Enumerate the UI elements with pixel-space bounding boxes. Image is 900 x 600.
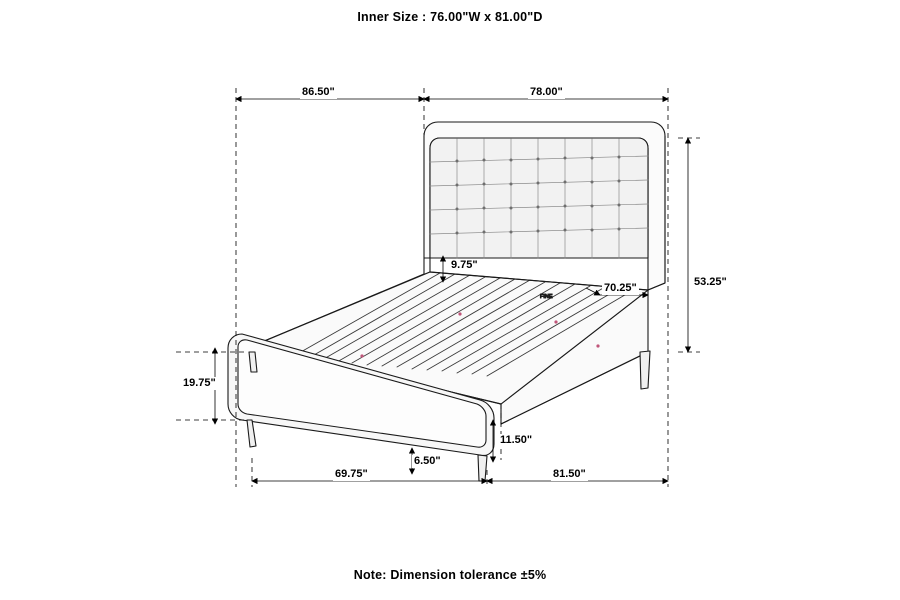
page-title: Inner Size : 76.00"W x 81.00"D bbox=[357, 10, 543, 24]
dimension-label-bed-length-bottom: 81.50" bbox=[553, 468, 586, 480]
dimension-label-headboard-width-top: 78.00" bbox=[530, 86, 563, 98]
dimension-label-headboard-height-right: 53.25" bbox=[694, 276, 727, 288]
tolerance-note: Note: Dimension tolerance ±5% bbox=[353, 568, 547, 582]
dimension-label-leg-height: 6.50" bbox=[414, 455, 441, 467]
dimension-label-slat-deck-length: 70.25" bbox=[604, 282, 637, 294]
dimension-label-overall-length-top: 86.50" bbox=[302, 86, 335, 98]
dimension-label-footboard-depth-bottom: 69.75" bbox=[335, 468, 368, 480]
dimension-label-headboard-clearance: 9.75" bbox=[451, 259, 478, 271]
svg-text:FINE: FINE bbox=[540, 294, 553, 300]
dimension-label-footboard-height-left: 19.75" bbox=[183, 377, 216, 389]
dimension-label-deck-height: 11.50" bbox=[500, 434, 533, 446]
